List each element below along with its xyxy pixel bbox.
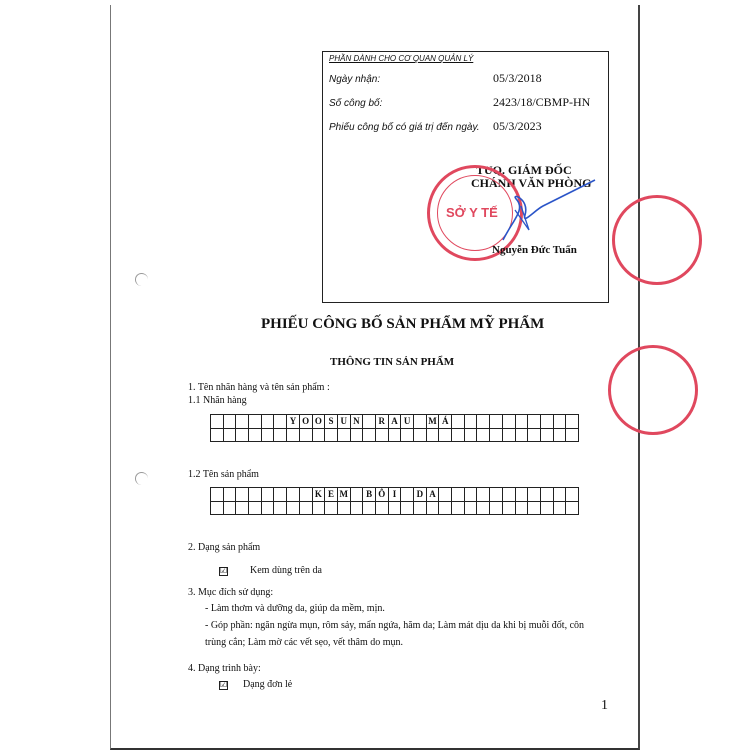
grid-cell xyxy=(515,488,528,502)
grid-cell xyxy=(261,428,274,442)
grid-cell xyxy=(426,501,439,515)
document-title: PHIẾU CÔNG BỐ SẢN PHẨM MỸ PHẨM xyxy=(261,316,545,332)
grid-cell: M xyxy=(426,415,439,429)
grid-cell: A xyxy=(426,488,439,502)
grid-cell xyxy=(325,428,338,442)
grid-cell xyxy=(274,428,287,442)
grid-cell xyxy=(401,501,414,515)
grid-cell xyxy=(452,428,465,442)
grid-cell xyxy=(287,428,300,442)
grid-cell xyxy=(528,415,541,429)
grid-cell xyxy=(274,501,287,515)
grid-cell xyxy=(439,501,452,515)
grid-cell xyxy=(553,488,566,502)
grid-cell xyxy=(401,488,414,502)
section-1-2-label: 1.2 Tên sản phẩm xyxy=(188,469,259,480)
received-value: 05/3/2018 xyxy=(493,71,542,85)
section-2-label: 2. Dạng sản phẩm xyxy=(188,542,261,553)
grid-cell: K xyxy=(312,488,325,502)
valid-value: 05/3/2023 xyxy=(493,119,542,133)
grid-cell xyxy=(299,501,312,515)
grid-cell xyxy=(439,488,452,502)
grid-cell xyxy=(452,501,465,515)
grid-cell xyxy=(477,501,490,515)
grid-cell xyxy=(553,501,566,515)
grid-cell xyxy=(490,415,503,429)
grid-cell xyxy=(464,415,477,429)
grid-cell xyxy=(528,488,541,502)
grid-cell xyxy=(211,488,224,502)
grid-cell xyxy=(477,428,490,442)
grid-cell xyxy=(312,428,325,442)
grid-cell xyxy=(414,428,427,442)
document-subtitle: THÔNG TIN SẢN PHẨM xyxy=(330,356,455,368)
grid-cell: U xyxy=(337,415,350,429)
grid-cell xyxy=(414,415,427,429)
grid-cell xyxy=(274,415,287,429)
number-label: Số công bố: xyxy=(329,98,383,109)
grid-cell xyxy=(375,501,388,515)
grid-cell xyxy=(540,428,553,442)
grid-cell xyxy=(528,501,541,515)
section-3-line-3: trùng cắn; Làm mờ các vết sẹo, vết thâm do mụn. xyxy=(205,637,404,648)
grid-cell xyxy=(452,415,465,429)
section-1-label: 1. Tên nhãn hàng và tên sản phẩm : xyxy=(188,382,330,393)
grid-cell xyxy=(566,501,579,515)
grid-cell xyxy=(566,428,579,442)
section-3-label: 3. Mục đích sử dụng: xyxy=(188,587,274,598)
grid-cell: Ô xyxy=(375,488,388,502)
grid-cell xyxy=(477,415,490,429)
checkbox-checked: ☑ xyxy=(220,680,228,689)
grid-cell: D xyxy=(414,488,427,502)
grid-cell xyxy=(223,428,236,442)
grid-cell: I xyxy=(388,488,401,502)
grid-cell xyxy=(540,488,553,502)
punch-hole-mark xyxy=(135,472,148,485)
grid-cell xyxy=(261,501,274,515)
grid-cell xyxy=(236,501,249,515)
grid-cell: U xyxy=(401,415,414,429)
grid-cell xyxy=(337,428,350,442)
grid-cell xyxy=(287,488,300,502)
grid-cell xyxy=(350,428,363,442)
grid-cell xyxy=(515,501,528,515)
signature-mark xyxy=(495,170,605,250)
grid-cell: R xyxy=(375,415,388,429)
product-name-grid xyxy=(210,487,579,515)
grid-cell xyxy=(375,428,388,442)
grid-cell xyxy=(312,501,325,515)
grid-cell: Y xyxy=(287,415,300,429)
grid-cell xyxy=(363,501,376,515)
grid-cell xyxy=(261,415,274,429)
grid-cell xyxy=(401,428,414,442)
grid-cell xyxy=(223,415,236,429)
sign-title-1: TUQ. GIÁM ĐỐC xyxy=(476,163,572,177)
edge-stamp xyxy=(612,195,702,285)
grid-cell xyxy=(299,488,312,502)
grid-cell xyxy=(249,501,262,515)
grid-cell xyxy=(211,415,224,429)
grid-cell xyxy=(388,501,401,515)
section-4-option: Dạng đơn lẻ xyxy=(243,679,293,690)
grid-cell xyxy=(236,488,249,502)
grid-cell xyxy=(363,428,376,442)
grid-cell: M xyxy=(337,488,350,502)
grid-cell xyxy=(464,501,477,515)
grid-cell xyxy=(502,415,515,429)
number-value: 2423/18/CBMP-HN xyxy=(493,95,591,109)
grid-cell xyxy=(464,488,477,502)
grid-cell xyxy=(515,428,528,442)
stamp-text: SỞ Y TẾ xyxy=(446,205,498,220)
grid-cell: O xyxy=(299,415,312,429)
grid-cell xyxy=(439,428,452,442)
grid-cell xyxy=(337,501,350,515)
grid-cell xyxy=(553,428,566,442)
grid-cell: Á xyxy=(439,415,452,429)
grid-cell xyxy=(236,415,249,429)
edge-stamp xyxy=(608,345,698,435)
received-label: Ngày nhận: xyxy=(329,74,381,85)
grid-cell xyxy=(502,428,515,442)
grid-cell xyxy=(274,488,287,502)
grid-cell xyxy=(211,501,224,515)
grid-cell xyxy=(540,415,553,429)
section-1-1-label: 1.1 Nhãn hàng xyxy=(188,395,247,406)
grid-cell xyxy=(261,488,274,502)
grid-cell xyxy=(515,415,528,429)
sign-title-2: CHÁNH VĂN PHÒNG xyxy=(471,176,592,190)
grid-cell: B xyxy=(363,488,376,502)
grid-cell xyxy=(566,488,579,502)
grid-cell xyxy=(502,501,515,515)
grid-cell xyxy=(363,415,376,429)
grid-cell xyxy=(528,428,541,442)
grid-cell xyxy=(211,428,224,442)
grid-cell xyxy=(350,488,363,502)
grid-cell xyxy=(464,428,477,442)
admin-header: PHẦN DÀNH CHO CƠ QUAN QUẢN LÝ xyxy=(329,54,474,63)
grid-cell xyxy=(490,428,503,442)
section-2-option: Kem dùng trên da xyxy=(250,565,322,576)
grid-cell xyxy=(223,501,236,515)
brand-name-grid xyxy=(210,414,579,442)
grid-cell xyxy=(490,488,503,502)
grid-cell: N xyxy=(350,415,363,429)
grid-cell xyxy=(236,428,249,442)
grid-cell xyxy=(249,415,262,429)
grid-cell xyxy=(350,501,363,515)
grid-cell xyxy=(249,428,262,442)
grid-cell: A xyxy=(388,415,401,429)
grid-cell xyxy=(553,415,566,429)
grid-cell xyxy=(477,488,490,502)
section-4-label: 4. Dạng trình bày: xyxy=(188,663,261,674)
checkbox-checked: ☑ xyxy=(220,566,228,575)
grid-cell xyxy=(299,428,312,442)
grid-cell xyxy=(540,501,553,515)
grid-cell xyxy=(325,501,338,515)
grid-cell xyxy=(414,501,427,515)
grid-cell xyxy=(502,488,515,502)
grid-cell xyxy=(287,501,300,515)
grid-cell xyxy=(426,428,439,442)
section-3-line-2: - Góp phần: ngăn ngừa mụn, rôm sảy, mẩn ngứa, hăm da; Làm mát dịu da khi bị muỗi đốt, côn xyxy=(205,620,585,631)
grid-cell: S xyxy=(325,415,338,429)
grid-cell xyxy=(249,488,262,502)
grid-cell xyxy=(388,428,401,442)
punch-hole-mark xyxy=(135,273,148,286)
grid-cell xyxy=(223,488,236,502)
section-3-line-1: - Làm thơm và dưỡng da, giúp da mềm, mịn. xyxy=(205,603,385,614)
grid-cell: E xyxy=(325,488,338,502)
page-number: 1 xyxy=(601,698,608,713)
grid-cell xyxy=(490,501,503,515)
valid-label: Phiếu công bố có giá trị đến ngày. xyxy=(329,122,480,133)
signer-name: Nguyễn Đức Tuấn xyxy=(492,244,577,256)
grid-cell xyxy=(566,415,579,429)
grid-cell xyxy=(452,488,465,502)
grid-cell: O xyxy=(312,415,325,429)
